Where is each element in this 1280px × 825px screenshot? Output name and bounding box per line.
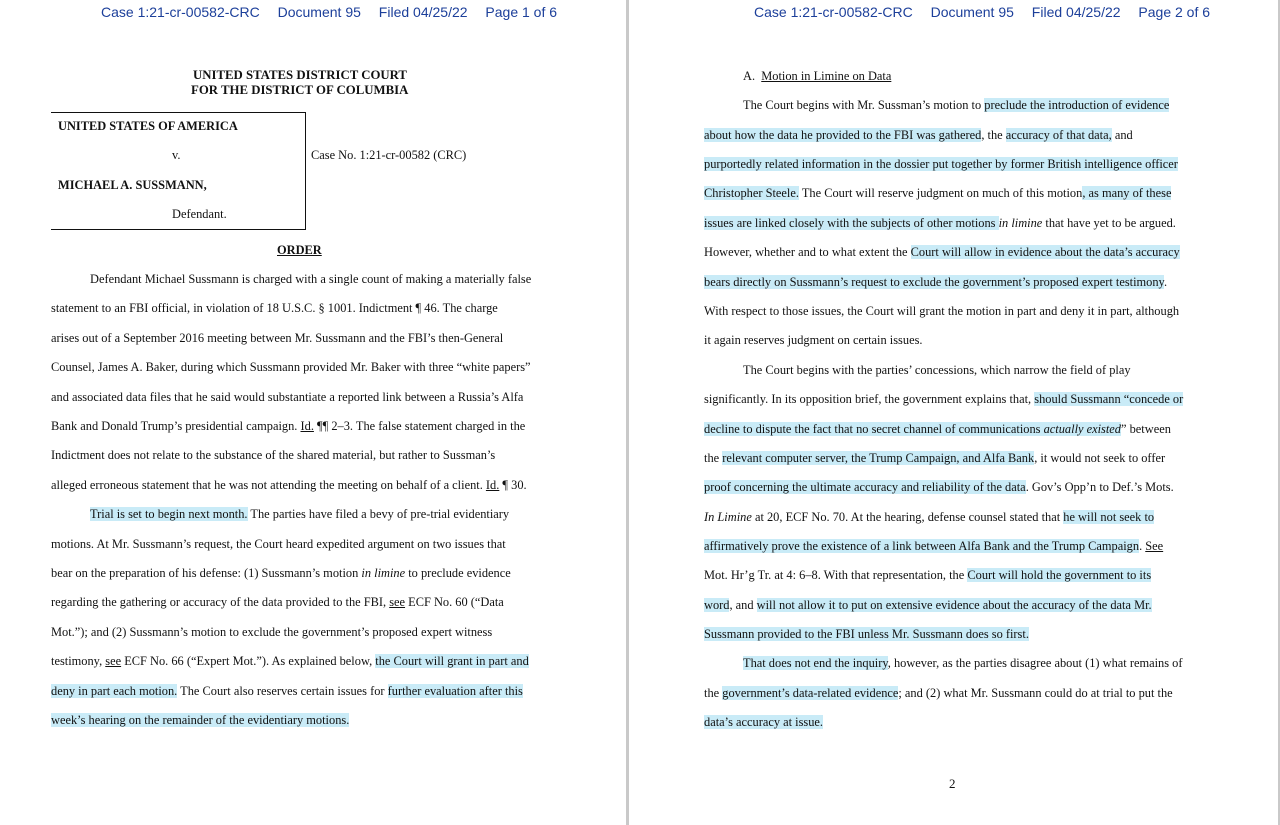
body-line: Defendant Michael Sussmann is charged with a single count of making a materially false	[90, 272, 532, 286]
caption-versus: v.	[172, 148, 181, 162]
highlighted-text: data’s accuracy at issue.	[704, 715, 824, 729]
highlighted-text: Court will hold the government to its	[967, 568, 1152, 582]
caption-plaintiff: UNITED STATES OF AMERICA	[58, 119, 238, 133]
caption-case-number: Case No. 1:21-cr-00582 (CRC)	[311, 148, 467, 162]
body-line: The Court begins with Mr. Sussman’s motion to preclude the introduction of evidence	[743, 98, 1170, 112]
highlighted-text: will not allow it to put on extensive evidence about the accuracy of the data Mr.	[756, 598, 1152, 612]
ecf-header-page-1	[101, 4, 557, 20]
highlighted-text: purportedly related information in the dossier put together by former British intelligence officer	[704, 157, 1178, 171]
body-line: it again reserves judgment on certain issues.	[704, 333, 923, 347]
page-number: 2	[949, 776, 956, 791]
highlighted-text: , as many of these	[1082, 186, 1172, 200]
body-line: issues are linked closely with the subjects of other motions in limine that have yet to be argued.	[704, 216, 1176, 230]
body-line: In Limine at 20, ECF No. 70. At the hearing, defense counsel stated that he will not seek to	[704, 510, 1155, 524]
highlighted-text: actually existed	[1043, 422, 1122, 436]
highlighted-text: should Sussmann “concede or	[1034, 392, 1184, 406]
highlighted-text: issues are linked closely with the subjects of other motions	[704, 216, 999, 230]
body-line: alleged erroneous statement that he was not attending the meeting on behalf of a client. Id. ¶ 30.	[51, 478, 527, 492]
body-line: and associated data files that he said would substantiate a reported link between a Russia’s Alfa	[51, 390, 524, 404]
header-case-number: Case 1:21-cr-00582-CRC	[101, 4, 260, 20]
highlighted-text: the Court will grant in part and	[375, 654, 529, 668]
highlighted-text: further evaluation after this	[387, 684, 523, 698]
body-line: The Court begins with the parties’ concessions, which narrow the field of play	[743, 363, 1131, 377]
body-line: motions. At Mr. Sussmann’s request, the Court heard expedited argument on two issues that	[51, 537, 506, 551]
highlighted-text: Sussmann provided to the FBI unless Mr. Sussmann does so first.	[704, 627, 1029, 641]
body-line: deny in part each motion. The Court also reserves certain issues for further evaluation after this	[51, 684, 523, 698]
caption-defendant: MICHAEL A. SUSSMANN,	[58, 178, 207, 192]
body-line: decline to dispute the fact that no secret channel of communications actually existed” between	[704, 422, 1171, 436]
ecf-header-page-2	[754, 4, 1210, 20]
body-line	[704, 715, 823, 730]
highlighted-text: word	[704, 598, 730, 612]
header-page-count: Page 1 of 6	[485, 4, 558, 20]
body-line: Counsel, James A. Baker, during which Sussmann provided Mr. Baker with three “white papers”	[51, 360, 531, 374]
document-page-2	[629, 0, 1278, 825]
highlighted-text: affirmatively prove the existence of a link between Alfa Bank and the Trump Campaign	[704, 539, 1140, 553]
highlighted-text: proof concerning the ultimate accuracy and reliability of the data	[704, 480, 1026, 494]
body-line: Mot. Hr’g Tr. at 4: 6–8. With that representation, the Court will hold the government to its	[704, 568, 1152, 582]
document-page-1	[0, 0, 626, 825]
body-line: affirmatively prove the existence of a link between Alfa Bank and the Trump Campaign. See	[704, 539, 1164, 553]
body-line: That does not end the inquiry, however, as the parties disagree about (1) what remains of	[743, 656, 1183, 670]
highlighted-text: accuracy of that data,	[1005, 128, 1112, 142]
body-line: proof concerning the ultimate accuracy and reliability of the data. Gov’s Opp’n to Def.’s Mots.	[704, 480, 1174, 494]
highlighted-text: preclude the introduction of evidence	[984, 98, 1170, 112]
order-title: ORDER	[277, 243, 322, 257]
body-line: the relevant computer server, the Trump Campaign, and Alfa Bank, it would not seek to offer	[704, 451, 1166, 465]
header-document-number: Document 95	[277, 4, 361, 20]
body-line: arises out of a September 2016 meeting between Mr. Sussmann and the FBI’s then-General	[51, 331, 504, 345]
body-line: Indictment does not relate to the substance of the shared material, but rather to Sussman’s	[51, 448, 496, 462]
header-case-number: Case 1:21-cr-00582-CRC	[754, 4, 913, 20]
header-document-number: Document 95	[930, 4, 1014, 20]
highlighted-text: Christopher Steele.	[704, 186, 799, 200]
body-line: regarding the gathering or accuracy of the data provided to the FBI, see ECF No. 60 (“Data	[51, 595, 504, 609]
court-name-line-1: UNITED STATES DISTRICT COURT	[193, 68, 407, 82]
highlighted-text: bears directly on Sussmann’s request to exclude the government’s proposed expert testimony	[704, 275, 1164, 289]
caption-defendant-role: Defendant.	[172, 207, 227, 221]
body-line: With respect to those issues, the Court will grant the motion in part and deny it in part, although	[704, 304, 1180, 318]
body-line	[51, 713, 349, 728]
highlighted-text: Trial is set to begin next month.	[90, 507, 248, 521]
body-line: bear on the preparation of his defense: (1) Sussmann’s motion in limine to preclude evidence	[51, 566, 511, 580]
body-line: Trial is set to begin next month. The parties have filed a bevy of pre-trial evidentiary	[90, 507, 510, 521]
header-page-count: Page 2 of 6	[1138, 4, 1211, 20]
body-line: the government’s data-related evidence; and (2) what Mr. Sussmann could do at trial to put the	[704, 686, 1173, 700]
court-name-line-2: FOR THE DISTRICT OF COLUMBIA	[191, 83, 409, 97]
highlighted-text: government’s data-related evidence	[722, 686, 899, 700]
header-filed-date: Filed 04/25/22	[1031, 4, 1121, 20]
body-line: bears directly on Sussmann’s request to exclude the government’s proposed expert testimony.	[704, 275, 1168, 289]
body-line	[704, 627, 1029, 642]
highlighted-text: decline to dispute the fact that no secret channel of communications	[704, 422, 1044, 436]
body-line: Mot.”); and (2) Sussmann’s motion to exclude the government’s proposed expert witness	[51, 625, 493, 639]
body-line: Bank and Donald Trump’s presidential campaign. Id. ¶¶ 2–3. The false statement charged in the	[51, 419, 526, 433]
highlighted-text: about how the data he provided to the FBI was gathered	[704, 128, 982, 142]
highlighted-text: he will not seek to	[1063, 510, 1155, 524]
body-line: However, whether and to what extent the Court will allow in evidence about the data’s accuracy	[704, 245, 1180, 259]
body-line	[704, 157, 1178, 172]
body-line: word, and will not allow it to put on extensive evidence about the accuracy of the data Mr.	[704, 598, 1152, 612]
highlighted-text: Court will allow in evidence about the data’s accuracy	[910, 245, 1180, 259]
body-line: about how the data he provided to the FBI was gathered, the accuracy of that data, and	[704, 128, 1133, 142]
highlighted-text: That does not end the inquiry	[743, 656, 888, 670]
section-heading: A. Motion in Limine on Data	[743, 69, 892, 83]
highlighted-text: deny in part each motion.	[51, 684, 178, 698]
highlighted-text: week’s hearing on the remainder of the evidentiary motions.	[51, 713, 350, 727]
body-line: Christopher Steele. The Court will reserve judgment on much of this motion, as many of these	[704, 186, 1172, 200]
highlighted-text: relevant computer server, the Trump Campaign, and Alfa Bank	[722, 451, 1035, 465]
header-filed-date: Filed 04/25/22	[378, 4, 468, 20]
body-line: statement to an FBI official, in violation of 18 U.S.C. § 1001. Indictment ¶ 46. The charge	[51, 301, 498, 315]
body-line: testimony, see ECF No. 66 (“Expert Mot.”). As explained below, the Court will grant in part and	[51, 654, 529, 668]
body-line: significantly. In its opposition brief, the government explains that, should Sussmann “concede or	[704, 392, 1184, 406]
